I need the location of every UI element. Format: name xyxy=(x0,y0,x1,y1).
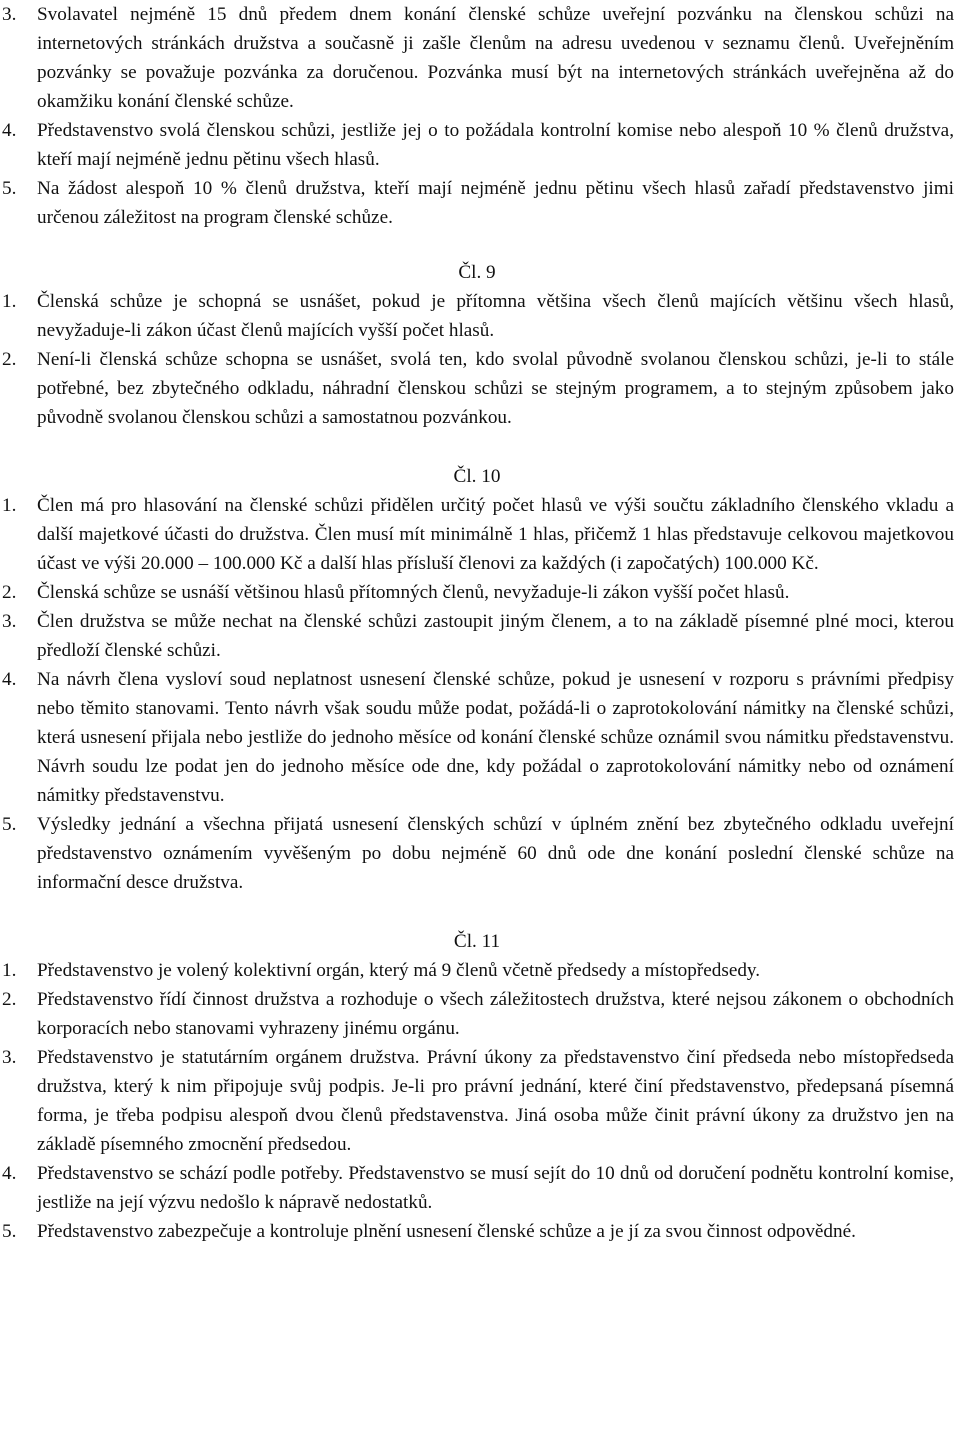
item-number: 4. xyxy=(2,120,17,141)
section-article-11 xyxy=(0,927,954,1246)
item-text: Představenstvo se schází podle potřeby. Představenstvo se musí sejít do 10 dnů od doručení podnětu kontrolní komise, jestliže na její výzvu nedošlo k nápravě nedostatků. xyxy=(37,1163,954,1213)
list-item xyxy=(0,345,954,432)
list-item xyxy=(0,491,954,578)
item-number: 3. xyxy=(2,4,17,25)
item-text: Představenstvo je volený kolektivní orgán, který má 9 členů včetně předsedy a místopředsedy. xyxy=(37,960,761,981)
article-heading: Čl. 9 xyxy=(458,262,496,283)
item-text: Představenstvo řídí činnost družstva a rozhoduje o všech záležitostech družstva, které nejsou zákonem o obchodních korporacích nebo stanovami vyhrazeny jinému orgánu. xyxy=(37,989,954,1039)
item-text: Svolavatel nejméně 15 dnů předem dnem konání členské schůze uveřejní pozvánku na členskou schůzi na internetových stránkách družstva a současně ji zašle členům na adresu uvedenou v seznamu členů. Uveřejněním pozvánky se považuje pozvánka za doručenou. Pozvánka musí být na internetových stránkách uveřejněna až do okamžiku konání členské schůze. xyxy=(37,4,954,112)
item-text: Představenstvo je statutárním orgánem družstva. Právní úkony za představenstvo činí předseda nebo místopředseda družstva, který k nim připojuje svůj podpis. Je-li pro právní jednání, které činí představenstvo, předepsaná písemná forma, je třeba podpisu alespoň dvou členů představenstva. Jiná osoba může činit právní úkony za družstvo jen na základě písemného zmocnění předsedou. xyxy=(37,1047,954,1155)
item-text: Představenstvo zabezpečuje a kontroluje plnění usnesení členské schůze a je jí za svou činnost odpovědné. xyxy=(37,1221,856,1242)
item-text: Na návrh člena vysloví soud neplatnost usnesení členské schůze, pokud je usnesení v rozporu s právními předpisy nebo těmito stanovami. Tento návrh však soudu může podat, požádá-li o zaprotokolování námitky na členské schůzi, která usnesení přijala nebo jestliže do jednoho měsíce od konání členské schůze oznámil svou námitku představenstvu. Návrh soudu lze podat jen do jednoho měsíce ode dne, kdy požádal o zaprotokolování námitky nebo od oznámení námitky představenstvu. xyxy=(37,669,954,806)
list-item xyxy=(0,985,954,1043)
item-number: 5. xyxy=(2,178,17,199)
item-text: Člen má pro hlasování na členské schůzi přidělen určitý počet hlasů ve výši součtu základního členského vkladu a další majetkové účasti do družstva. Člen musí mít minimálně 1 hlas, přičemž 1 hlas představuje celkovou majetkovou účast ve výši 20.000 – 100.000 Kč a další hlas přísluší členovi za každých (i započatých) 100.000 Kč. xyxy=(37,495,954,574)
list-item xyxy=(0,956,954,985)
item-text: Představenstvo svolá členskou schůzi, jestliže jej o to požádala kontrolní komise nebo alespoň 10 % členů družstva, kteří mají nejméně jednu pětinu všech hlasů. xyxy=(37,120,954,170)
list-item xyxy=(0,174,954,232)
item-number: 2. xyxy=(2,989,17,1010)
item-number: 3. xyxy=(2,1047,17,1068)
item-number: 1. xyxy=(2,495,17,516)
item-number: 1. xyxy=(2,291,17,312)
item-text: Člen družstva se může nechat na členské schůzi zastoupit jiným členem, a to na základě písemné plné moci, kterou předloží členské schůzi. xyxy=(37,611,954,661)
list-item xyxy=(0,287,954,345)
article-heading: Čl. 11 xyxy=(453,931,501,952)
section-article-9 xyxy=(0,258,954,432)
list-item xyxy=(0,1159,954,1217)
item-number: 3. xyxy=(2,611,17,632)
list-item xyxy=(0,1217,954,1246)
item-text: Členská schůze se usnáší většinou hlasů přítomných členů, nevyžaduje-li zákon vyšší počet hlasů. xyxy=(37,582,790,603)
list-item xyxy=(0,116,954,174)
item-number: 2. xyxy=(2,349,17,370)
list-item xyxy=(0,1043,954,1159)
item-number: 4. xyxy=(2,1163,17,1184)
item-number: 1. xyxy=(2,960,17,981)
item-text: Na žádost alespoň 10 % členů družstva, kteří mají nejméně jednu pětinu všech hlasů zařadí představenstvo jimi určenou záležitost na program členské schůze. xyxy=(37,178,954,228)
list-item xyxy=(0,0,954,116)
list-item xyxy=(0,810,954,897)
item-number: 5. xyxy=(2,814,17,835)
list-item xyxy=(0,665,954,810)
item-number: 4. xyxy=(2,669,17,690)
list-item xyxy=(0,607,954,665)
article-heading: Čl. 10 xyxy=(453,466,501,487)
item-number: 2. xyxy=(2,582,17,603)
section-article-10 xyxy=(0,462,954,897)
list-item xyxy=(0,578,954,607)
item-text: Výsledky jednání a všechna přijatá usnesení členských schůzí v úplném znění bez zbytečného odkladu uveřejní představenstvo oznámením vyvěšeným po dobu nejméně 60 dnů ode dne konání poslední členské schůze na informační desce družstva. xyxy=(37,814,954,893)
section-intro xyxy=(0,0,954,232)
item-text: Členská schůze je schopná se usnášet, pokud je přítomna většina všech členů majících většinu všech hlasů, nevyžaduje-li zákon účast členů majících vyšší počet hlasů. xyxy=(37,291,954,341)
item-number: 5. xyxy=(2,1221,17,1242)
item-text: Není-li členská schůze schopna se usnášet, svolá ten, kdo svolal původně svolanou členskou schůzi, je-li to stále potřebné, bez zbytečného odkladu, náhradní členskou schůzi se stejným programem, a to stejným způsobem jako původně svolanou členskou schůzi a samostatnou pozvánkou. xyxy=(37,349,954,428)
